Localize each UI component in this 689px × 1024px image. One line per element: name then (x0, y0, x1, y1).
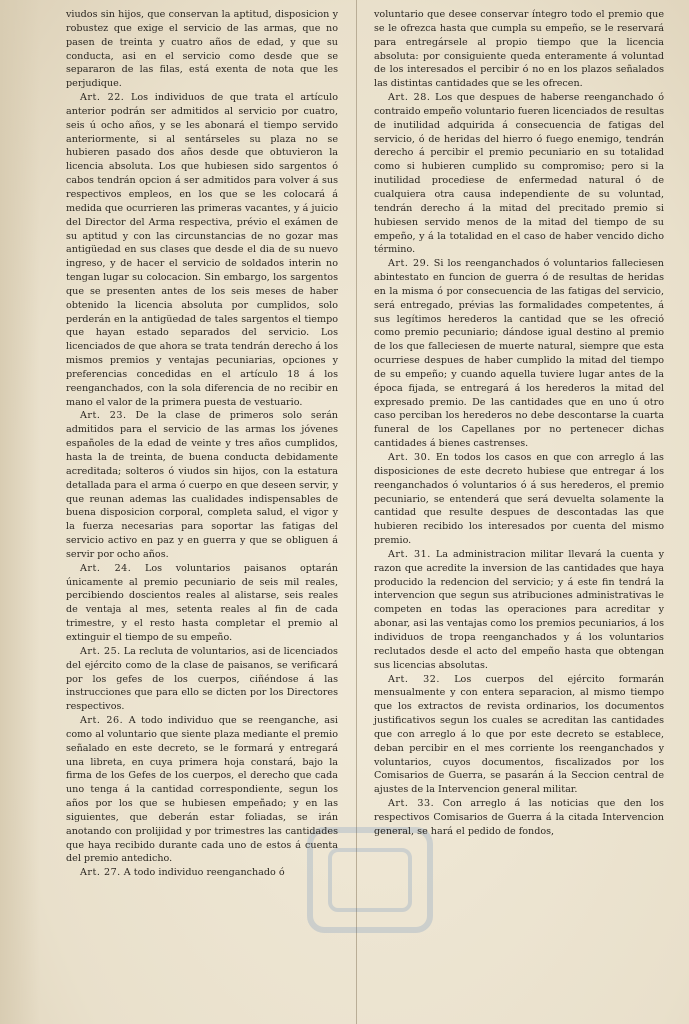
article-text: De la clase de primeros solo serán admitidos para el servicio de las armas los jóvenes españoles de la edad de veinte y tres años cumplidos, hasta la de treinta, de buena conducta debidamente acreditada; solteros ó viudos sin hijos, con la estatura detallada para el arma ó cuerpo en que deseen servir, y que reunan ademas las cualidades indispensables de buena disposicion corporal, completa salud, el vigor y la fuerza necesarias para soportar las fatigas del servicio activo en paz y en guerra y que se obliguen á servir por ocho años. (66, 410, 338, 560)
article-paragraph (66, 409, 338, 561)
article-text: La recluta de voluntarios, asi de licenciados del ejército como de la clase de paisanos, se verificará por los gefes de los cuerpos, ciñéndose á las instrucciones que para ello se dicten por los Directores respectivos. (66, 645, 338, 713)
article-paragraph (66, 562, 338, 645)
article-text: Con arreglo á las noticias que den los respectivos Comisarios de Guerra á la citada Intervencion general, se hará el pedido de fondos, (374, 798, 664, 837)
article-number: Art. 23. (80, 410, 127, 422)
article-number: Art. 26. (80, 715, 124, 727)
article-paragraph (66, 645, 338, 714)
article-number: Art. 32. (388, 673, 440, 685)
left-text-column (66, 8, 338, 880)
article-paragraph (374, 673, 664, 798)
article-number: Art. 25. (80, 645, 121, 657)
article-text: Los cuerpos del ejército formarán mensualmente y con entera separacion, al mismo tiempo que los extractos de revista ordinarios, los documentos justificativos segun los cuales se acreditan las cantidades que con arreglo á lo que por este decreto se establece, deban percibir en el mes corriente los reenganchados y voluntarios, cuyos documentos, fiscalizados por los Comisarios de Guerra, se pasarán á la Seccion central de ajustes de la Intervencion general militar. (374, 673, 664, 796)
article-text: En todos los casos en que con arreglo á las disposiciones de este decreto hubiese que entregar á los reenganchados ó voluntarios ó á sus herederos, el premio pecuniario, se entenderá que será devuelta solamente la cantidad que resulte despues de descontadas las que hubieren recibido los interesados por cuenta del mismo premio. (374, 452, 664, 547)
article-text: A todo individuo reenganchado ó (123, 867, 285, 879)
article-number: Art. 33. (388, 798, 435, 810)
article-paragraph (66, 91, 338, 409)
article-text: A todo individuo que se reenganche, asi como al voluntario que siente plaza mediante el premio señalado en este decreto, se le formará y entregará una libreta, en cuya primera hoja constará, bajo la firma de los Gefes de los cuerpos, el derecho que cada uno tenga á la cantidad correspondiente, segun los años por los que se hubiesen empeñado; y en las siguientes, que deberán estar foliadas, se irán anotando con prolijidad y por trimestres las cantidades que haya recibido durante cada uno de estos á cuenta del premio antedicho. (66, 715, 338, 865)
article-number: Art. 31. (388, 548, 431, 560)
article-text: viudos sin hijos, que conservan la aptitud, disposicion y robustez que exige el servicio de las armas, que no pasen de treinta y cuatro años de edad, y que su conducta, asi en el servicio como desde que se separaron de las filas, está exenta de nota que les perjudique. (66, 9, 338, 90)
article-number: Art. 27. (80, 867, 121, 879)
article-number: Art. 30. (388, 452, 431, 463)
article-paragraph (374, 91, 664, 257)
continued-paragraph (66, 8, 338, 91)
article-number: Art. 24. (80, 562, 132, 574)
article-text: Los individuos de que trata el artículo anterior podrán ser admitidos al servicio por cuatro, seis ú ocho años, y se les abonará el tiempo servido anteriormente, si al sentárseles su plaza no se hubieren pasado dos años desde que obtuvieron la licencia absoluta. Los que hubiesen sido sargentos ó cabos tendrán opcion á ser admitidos para volver á sus respectivos empleos, en los que se les colocará á medida que ocurrieren las primeras vacantes, y á juicio del Director del Arma respectiva, prévio el exámen de su aptitud y con las circunstancias de no gozar mas antigüedad en sus clases que desde el dia de su nuevo ingreso, y de hacer el servicio de soldados interin no tengan lugar su colocacion. Sin embargo, los sargentos que se presenten antes de los seis meses de haber obtenido la licencia absoluta por cumplidos, solo perderán en la antigüedad de tales sargentos el tiempo que hayan estado separados del servicio. Los licenciados de que ahora se trata tendrán derecho á los mismos premios y ventajas pecuniarias, opciones y preferencias concedidas en el artículo 18 á los reenganchados, con la sola diferencia de no recibir en mano el valor de la primera puesta de vestuario. (66, 92, 338, 408)
article-text: Si los reenganchados ó voluntarios falleciesen abintestato en funcion de guerra ó de resultas de heridas en la misma ó por consecuencia de las fatigas del servicio, será entregado, prévias las formalidades competentes, á sus legítimos herederos la cantidad que se les ofreció como premio pecuniario; dándose igual destino al premio de los que falleciesen de muerte natural, siempre que esta ocurriese despues de haber cumplido la mitad del tiempo de su empeño; y cuando aquella tuviere lugar antes de la época fijada, se entregará á los herederos la mitad del expresado premio. De las cantidades que en uno ú otro caso perciban los herederos no debe descontarse la cuarta funeral de los Capellanes por no pertenecer dichas cantidades á bienes castrenses. (374, 258, 664, 450)
article-text: La administracion militar llevará la cuenta y razon que acredite la inversion de las cantidades que haya producido la redencion del servicio; y á este fin tendrá la intervencion que segun sus atribuciones administrativas le competen en todas las operaciones para acreditar y abonar, asi las ventajas como los premios pecuniarios, á los individuos de tropa reenganchados y á los voluntarios reclutados desde el acto del empeño hasta que obtengan sus licencias absolutas. (374, 548, 664, 671)
page-fold-shadow (0, 0, 40, 1024)
right-text-column (374, 8, 664, 839)
article-number: Art. 22. (80, 92, 125, 104)
article-text: Los voluntarios paisanos optarán únicamente al premio pecuniario de seis mil reales, percibiendo doscientos reales al alistarse, seis reales de ventaja al mes, setenta reales al fin de cada trimestre, y el resto hasta completar el premio al extinguir el tiempo de su empeño. (66, 562, 338, 643)
article-paragraph (374, 548, 664, 673)
article-paragraph (374, 257, 664, 451)
article-text: voluntario que desee conservar íntegro todo el premio que se le ofrezca hasta que cumpla su empeño, se le reservará para entregársele al propio tiempo que la licencia absoluta: por consiguiente queda enteramente á voluntad de los interesados el percibir ó no en los plazos señalados las distintas cantidades que se les ofrecen. (374, 9, 664, 90)
article-paragraph (374, 451, 664, 548)
continued-paragraph (374, 8, 664, 91)
article-paragraph (66, 866, 338, 880)
article-paragraph (374, 797, 664, 839)
article-paragraph (66, 714, 338, 866)
article-number: Art. 28. (388, 92, 431, 104)
article-text: Los que despues de haberse reenganchado ó contraido empeño voluntario fueren licenciados de resultas de inutilidad adquirida á consecuencia de fatigas del servicio, ó de heridas del hierro ó fuego enemigo, tendrán derecho á percibir el premio pecuniario en su totalidad como si hubieren cumplido su compromiso; pero si la inutilidad procediese de enfermedad natural ó de cualquiera otra causa independiente de su voluntad, tendrán derecho á la mitad del precitado premio si hubiesen servido menos de la mitad del tiempo de su empeño, y á la totalidad en el caso de haber vencido dicho término. (374, 92, 664, 256)
article-number: Art. 29. (388, 258, 430, 270)
